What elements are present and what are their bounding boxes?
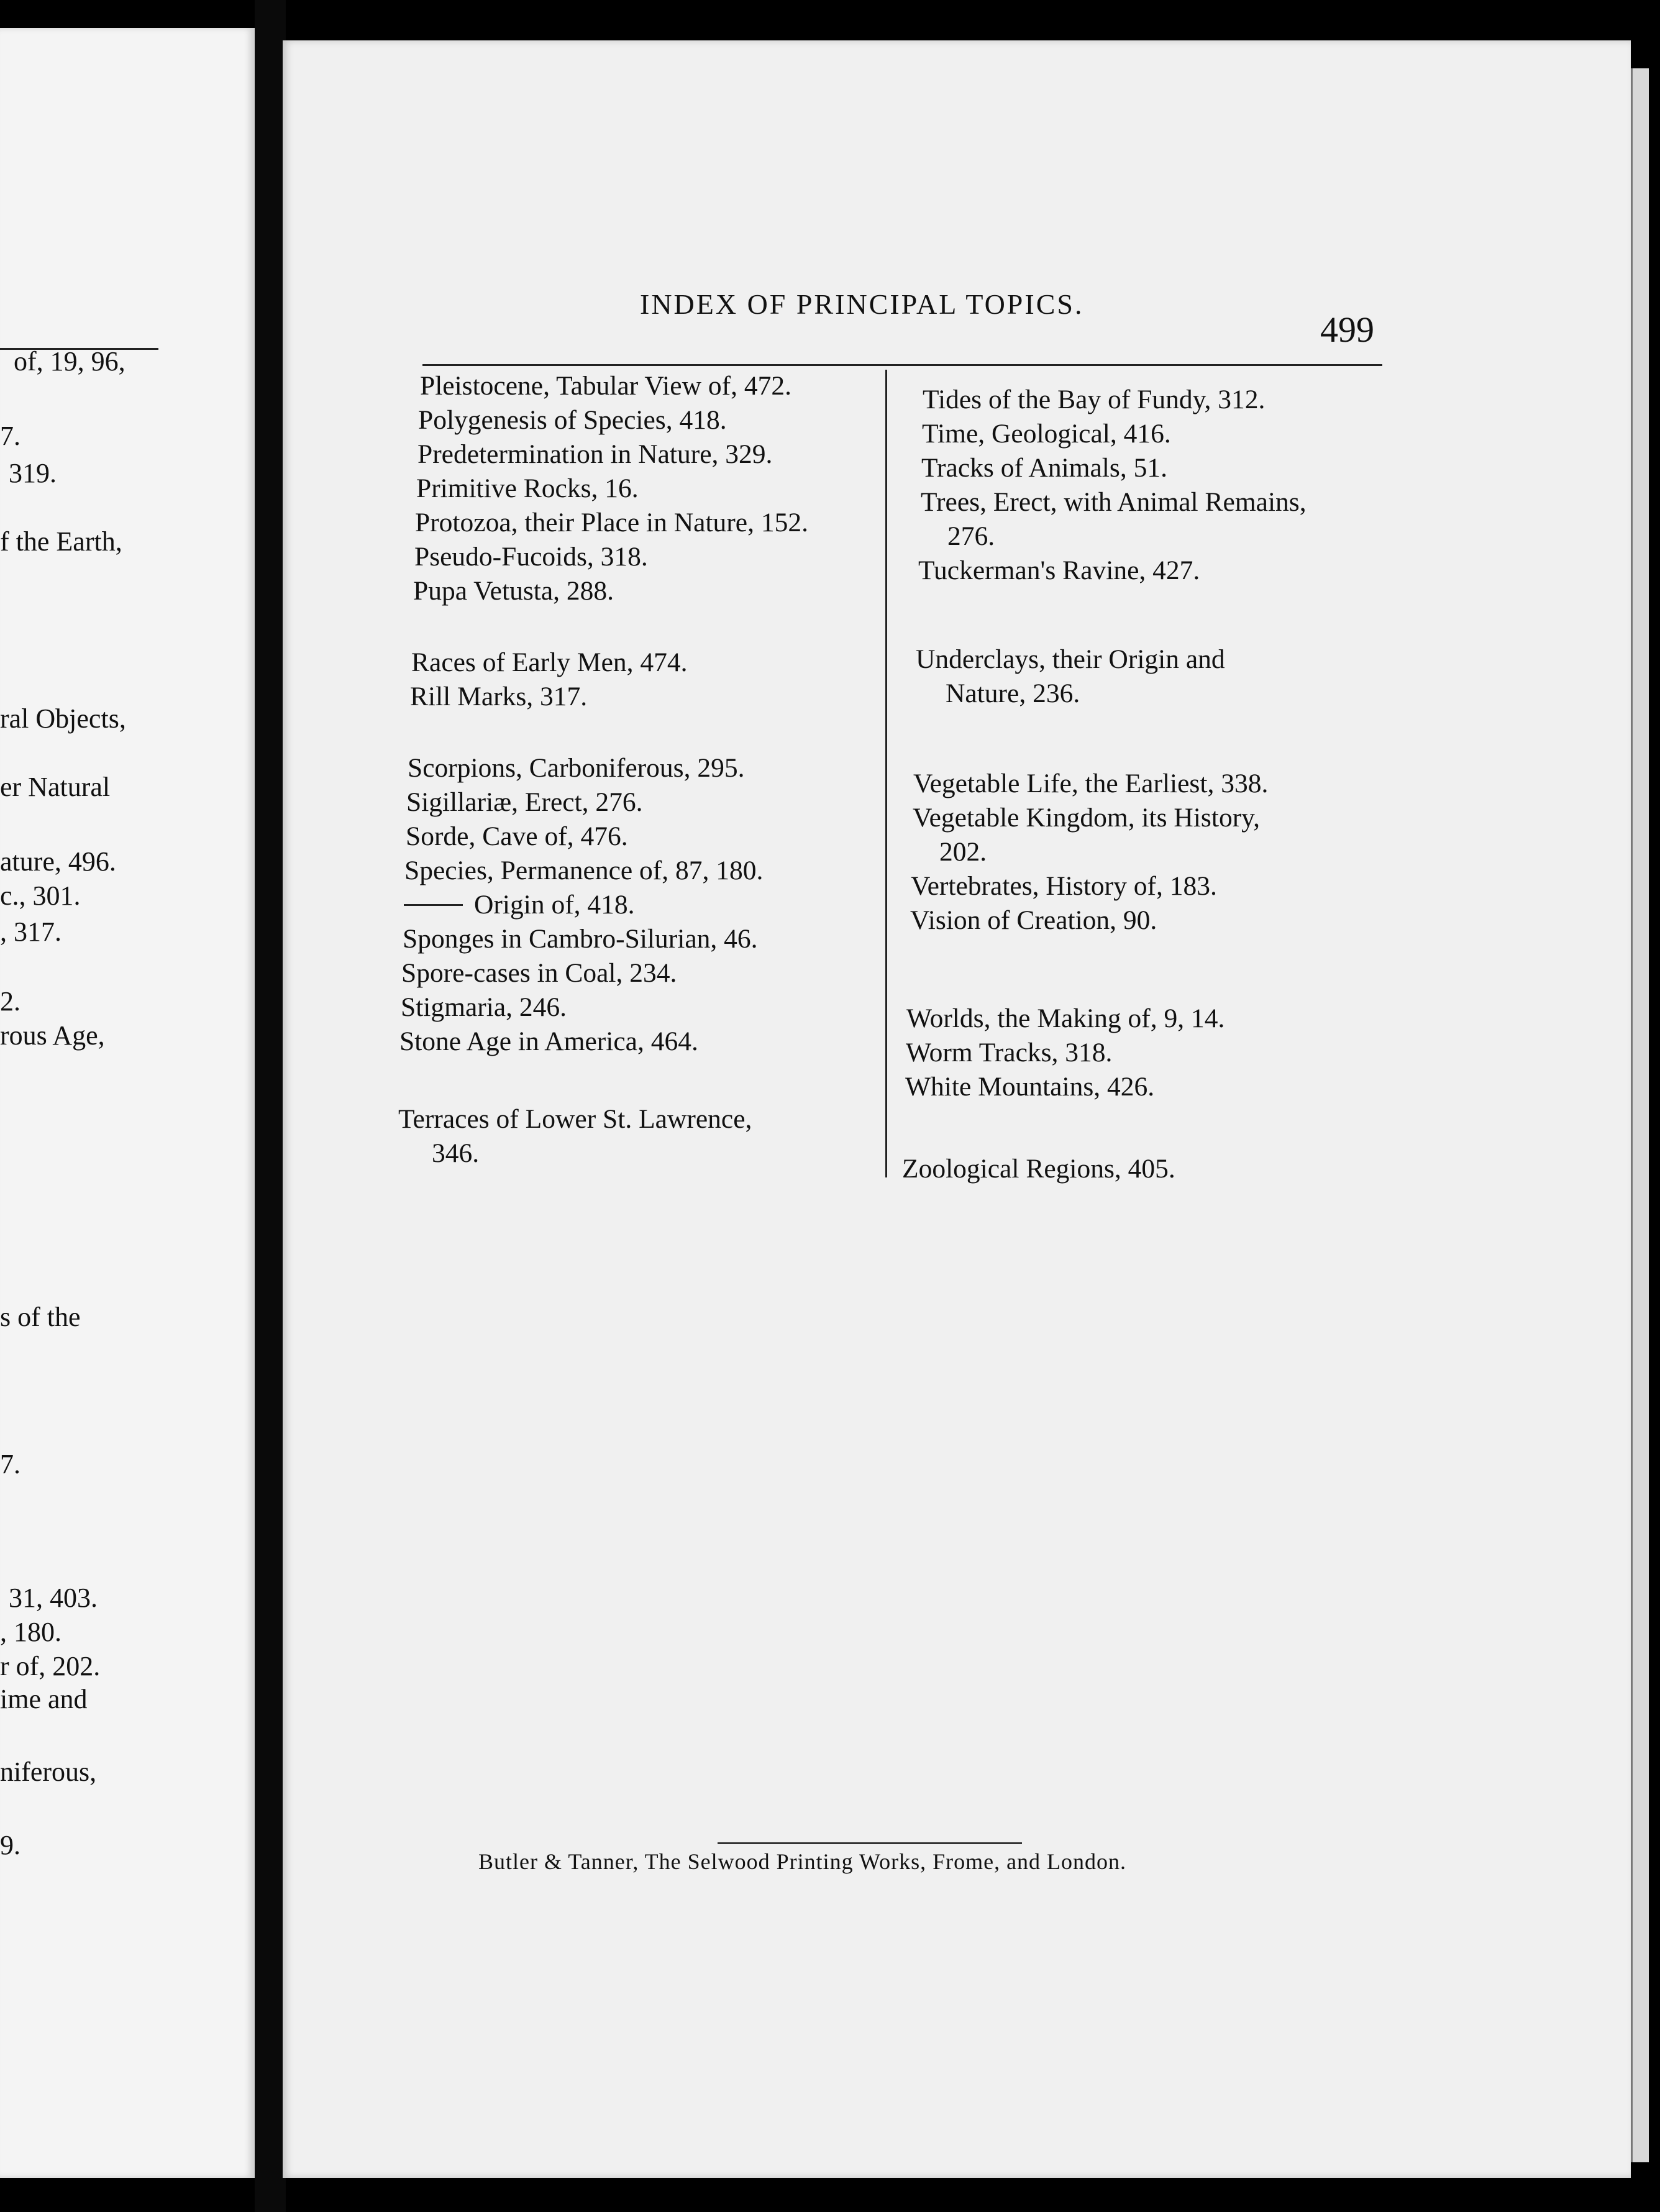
previous-page-text: , 317.	[0, 916, 62, 947]
index-entry: Protozoa, their Place in Nature, 152.	[415, 508, 808, 537]
previous-page-text: 7.	[0, 1449, 21, 1479]
index-entry: Zoological Regions, 405.	[902, 1154, 1175, 1184]
index-entry: Worm Tracks, 318.	[906, 1038, 1113, 1067]
footer-rule	[718, 1842, 1022, 1844]
column-divider	[885, 370, 887, 1177]
previous-page-text: f the Earth,	[0, 526, 122, 557]
previous-page-text: 2.	[0, 986, 21, 1017]
index-entry: Stone Age in America, 464.	[399, 1026, 698, 1056]
previous-page-text: , 180.	[0, 1617, 62, 1647]
index-entry-continuation: 202.	[939, 837, 987, 867]
index-entry: Sigillariæ, Erect, 276.	[406, 787, 643, 817]
index-entry: Underclays, their Origin and	[916, 644, 1225, 674]
index-entry: Vegetable Life, the Earliest, 338.	[913, 769, 1269, 798]
running-head: INDEX OF PRINCIPAL TOPICS.	[640, 288, 1084, 320]
index-entry: Primitive Rocks, 16.	[416, 473, 639, 503]
previous-page-text: rous Age,	[0, 1020, 105, 1051]
page-edge	[1631, 68, 1649, 2162]
index-entry-sub	[404, 892, 635, 919]
previous-page-text: s of the	[0, 1302, 81, 1332]
index-entry: Species, Permanence of, 87, 180.	[404, 856, 764, 885]
index-entry: Sorde, Cave of, 476.	[406, 821, 628, 851]
index-entry: Worlds, the Making of, 9, 14.	[906, 1003, 1225, 1033]
index-entry: Time, Geological, 416.	[922, 419, 1171, 449]
index-entry: Tracks of Animals, 51.	[921, 453, 1167, 483]
index-entry-sub-text: Origin of, 418.	[474, 890, 635, 920]
index-entry: Terraces of Lower St. Lawrence,	[398, 1104, 752, 1134]
previous-page-text: ral Objects,	[0, 703, 126, 734]
book-gutter	[255, 0, 286, 2212]
index-entry: Sponges in Cambro-Silurian, 46.	[403, 924, 758, 954]
index-entry: Scorpions, Carboniferous, 295.	[408, 753, 745, 783]
previous-page-text: of, 19, 96,	[14, 346, 125, 377]
ditto-dash	[404, 904, 463, 906]
previous-page-text: er Natural	[0, 772, 111, 802]
index-entry-continuation: 346.	[432, 1138, 480, 1168]
previous-page-text: r of, 202.	[0, 1651, 101, 1681]
previous-page-text: c., 301.	[0, 880, 81, 911]
header-rule	[422, 364, 1382, 366]
index-entry: Vertebrates, History of, 183.	[911, 871, 1217, 901]
index-entry: Pupa Vetusta, 288.	[413, 576, 614, 606]
index-entry: Stigmaria, 246.	[401, 992, 567, 1022]
index-entry: Vegetable Kingdom, its History,	[913, 803, 1260, 833]
previous-page-text: ature, 496.	[0, 846, 116, 877]
index-entry: Rill Marks, 317.	[410, 682, 588, 711]
index-entry: Polygenesis of Species, 418.	[418, 405, 727, 435]
previous-page-text: niferous,	[0, 1757, 97, 1787]
index-entry: Vision of Creation, 90.	[910, 905, 1157, 935]
printer-imprint: Butler & Tanner, The Selwood Printing Works, Frome, and London.	[478, 1849, 1127, 1874]
index-entry: Pleistocene, Tabular View of, 472.	[420, 371, 791, 401]
index-entry-continuation: 276.	[947, 521, 995, 551]
index-entry: White Mountains, 426.	[905, 1072, 1155, 1102]
previous-page-text: 9.	[0, 1830, 21, 1860]
previous-page-text: ime and	[0, 1684, 88, 1714]
index-entry: Pseudo-Fucoids, 318.	[414, 542, 648, 572]
index-entry: Spore-cases in Coal, 234.	[401, 958, 677, 988]
previous-page-text: 319.	[9, 458, 57, 488]
index-entry: Tides of the Bay of Fundy, 312.	[923, 385, 1266, 414]
previous-page-text: 31, 403.	[9, 1583, 98, 1613]
index-entry: Trees, Erect, with Animal Remains,	[921, 487, 1307, 517]
index-entry: Races of Early Men, 474.	[411, 647, 688, 677]
index-entry-continuation: Nature, 236.	[946, 679, 1080, 708]
index-entry: Tuckerman's Ravine, 427.	[918, 555, 1200, 585]
index-entry: Predetermination in Nature, 329.	[417, 439, 773, 469]
page-number: 499	[1320, 309, 1374, 350]
previous-page-text: 7.	[0, 421, 21, 451]
